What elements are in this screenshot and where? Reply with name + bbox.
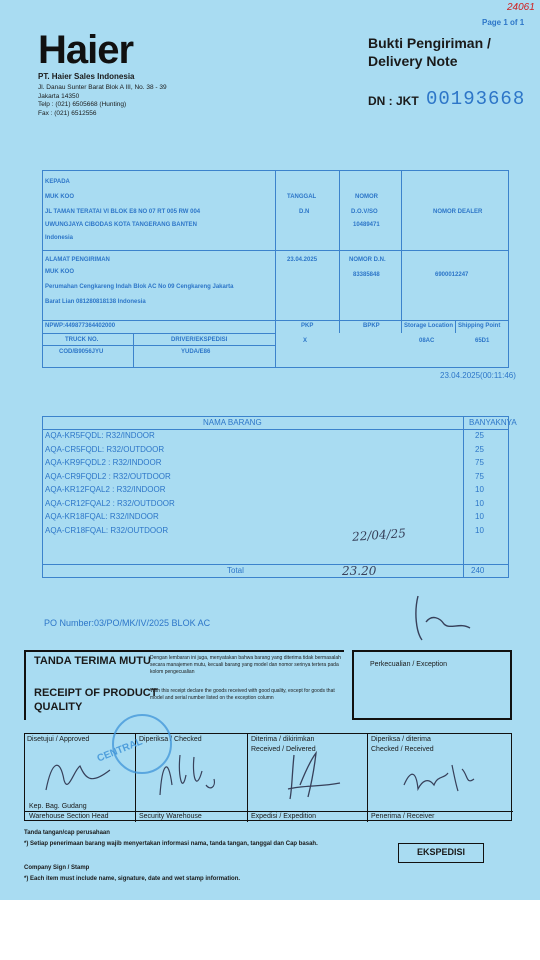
item-row (43, 470, 509, 483)
items-table (42, 416, 517, 578)
signature-delivered (280, 745, 360, 805)
haier-logo: Haier (38, 28, 134, 72)
item-row (43, 443, 509, 456)
kepada-country: Indonesia (45, 235, 74, 241)
warehouse-head-label: Kep. Bag. Gudang (29, 803, 87, 810)
dn-number: 00193668 (426, 88, 526, 110)
shipping-value: 65D1 (475, 338, 490, 344)
item-row (43, 497, 509, 510)
item-qty: 25 (475, 431, 484, 440)
checked-received-id-label: Diperiksa / diterima (371, 736, 431, 743)
item-name: AQA-CR12FQAL2 : R32/OUTDOOR (45, 498, 175, 508)
address-line: Telp : (021) 6505668 (Hunting) (38, 101, 127, 108)
nomor-value: 10489471 (353, 222, 380, 228)
document-title (368, 34, 491, 70)
shipping-label: Shipping Point (458, 323, 501, 329)
item-row (43, 483, 509, 496)
company-address (38, 84, 167, 118)
receipt-title-en-1: RECEIPT OF PRODUCT (34, 687, 158, 699)
kepada-address-2: UWUNGJAYA CIBODAS KOTA TANGERANG BANTEN (45, 222, 197, 228)
stamp-text: CENTRAL (95, 736, 145, 765)
page-number: Page 1 of 1 (482, 18, 525, 27)
note-1: *) Setiap penerimaan barang wajib menyertakan informasi nama, tanda tangan, tanggal dan Cap basah. (24, 841, 318, 847)
nomor-dn-label: NOMOR D.N. (349, 257, 386, 263)
alamat-address-2: Barat Lian 081280818138 Indonesia (45, 299, 146, 305)
item-qty: 10 (475, 512, 484, 521)
checked-label: Diperiksa / Checked (139, 736, 202, 743)
exception-box (352, 650, 512, 720)
note-2: *) Each item must include name, signature, date and wet stamp information. (24, 876, 241, 882)
signature-approved (40, 750, 120, 800)
storage-label: Storage Location (404, 323, 454, 329)
item-name: AQA-KR12FQAL2 : R32/INDOOR (45, 485, 166, 494)
warehouse-head-en-label: Warehouse Section Head (29, 813, 109, 820)
security-label: Security Warehouse (139, 813, 202, 820)
item-row (43, 456, 509, 469)
receipt-title-en (34, 686, 157, 714)
item-qty: 10 (475, 525, 484, 535)
dealer-value: 6900012247 (435, 272, 469, 278)
pkp-label: PKP (301, 323, 314, 329)
receipt-top-border (24, 650, 344, 652)
address-line: Fax : (021) 6512556 (38, 109, 97, 117)
dealer-label: NOMOR DEALER (433, 209, 483, 215)
received-id-label: Diterima / dikirimkan (251, 736, 315, 743)
receiver-label: Penerima / Receiver (371, 813, 435, 820)
signature-checked (150, 745, 220, 805)
checked-received-en-label: Checked / Received (371, 746, 434, 753)
handwritten-signature-top (410, 592, 480, 644)
total-label: Total (227, 566, 244, 575)
storage-value: 08AC (419, 338, 435, 344)
address-line: Jl. Danau Sunter Barat Blok A III, No. 38 - 39 (38, 84, 167, 91)
item-row (43, 524, 509, 537)
item-name: AQA-CR5FQDL: R32/OUTDOOR (45, 444, 165, 454)
address-line: Jakarta 14350 (38, 92, 80, 100)
receipt-text-id: Dengan lembaran ini juga, menyatakan bahwa barang yang diterima tidak bermasalah secara manajemen mutu, kecuali barang yang model dan nomor serinya tertera pada kolom pengecualian (150, 655, 341, 675)
nomor-label: NOMOR (355, 194, 378, 200)
alamat-address-1: Perumahan Cengkareng Indah Blok AC No 09 Cengkareng Jakarta (45, 284, 234, 290)
pkp-value: X (303, 338, 308, 344)
item-name: AQA-CR9FQDL2 : R32/OUTDOOR (45, 471, 171, 481)
alamat-name: MUK KOO (45, 269, 74, 275)
item-row (43, 429, 509, 442)
kepada-label: KEPADA (45, 179, 70, 185)
nomor-sub: D.O.V/SO (351, 209, 378, 215)
handwritten-ref: 24061 (507, 2, 535, 13)
receipt-left-border (24, 650, 26, 720)
dn-label: DN : JKT (368, 94, 419, 108)
driver-label: DRIVER/EKSPEDISI (171, 337, 228, 343)
truck-value: COD/B9056JYU (59, 349, 104, 355)
info-box (42, 170, 509, 368)
tanggal-sub: D.N (299, 209, 310, 215)
date-value: 23.04.2025 (287, 257, 318, 263)
exception-label: Perkecualian / Exception (370, 661, 448, 668)
received-en-label: Received / Delivered (251, 746, 316, 753)
npwp: NPWP:449877364402000 (45, 323, 116, 329)
item-qty: 10 (475, 498, 484, 508)
item-name: AQA-CR18FQAL: R32/OUTDOOR (45, 525, 169, 535)
receipt-text-en: With this receipt declare the goods received with good quality, except for goods that model and serial number listed on the exception column (150, 688, 335, 701)
company-name: PT. Haier Sales Indonesia (38, 72, 135, 81)
driver-value: YUDA/E86 (181, 349, 211, 355)
item-row (43, 510, 509, 523)
items-header-qty: BANYAKNYA (469, 418, 517, 427)
company-sign-label: Company Sign / Stamp (24, 865, 90, 871)
alamat-label: ALAMAT PENGIRIMAN (45, 257, 110, 263)
total-value: 240 (471, 566, 485, 575)
item-qty: 75 (475, 471, 484, 481)
po-number: PO Number:03/PO/MK/IV/2025 BLOK AC (44, 618, 211, 628)
item-qty: 75 (475, 458, 484, 467)
handwritten-date: 22/04/25 (351, 526, 407, 544)
kepada-name: MUK KOO (45, 194, 74, 200)
receipt-title-id: TANDA TERIMA MUTU (34, 655, 151, 667)
item-name: AQA-KR9FQDL2 : R32/INDOOR (45, 458, 162, 467)
items-header-name: NAMA BARANG (203, 418, 262, 427)
item-name: AQA-KR18FQAL: R32/INDOOR (45, 512, 159, 521)
expedition-label: Expedisi / Expedition (251, 813, 316, 820)
item-name: AQA-KR5FQDL: R32/INDOOR (45, 431, 155, 440)
nomor-dn-value: 83385848 (353, 272, 380, 278)
title-line-2: Delivery Note (368, 53, 458, 69)
receipt-title-en-2: QUALITY (34, 701, 83, 713)
signature-receiver (396, 755, 486, 805)
handwritten-time: 23.20 (342, 564, 377, 578)
title-line-1: Bukti Pengiriman / (368, 35, 491, 51)
approved-label: Disetujui / Approved (27, 736, 90, 743)
sign-label: Tanda tangan/cap perusahaan (24, 830, 110, 836)
bpkp-label: BPKP (363, 323, 380, 329)
item-qty: 10 (475, 485, 484, 494)
truck-label: TRUCK NO. (65, 337, 99, 343)
ekspedisi-badge: EKSPEDISI (398, 843, 484, 863)
tanggal-label: TANGGAL (287, 194, 317, 200)
print-timestamp: 23.04.2025(00:11:46) (440, 371, 516, 380)
item-qty: 25 (475, 444, 484, 454)
kepada-address-1: JL TAMAN TERATAI VI BLOK E8 NO 07 RT 005 RW 004 (45, 209, 201, 215)
